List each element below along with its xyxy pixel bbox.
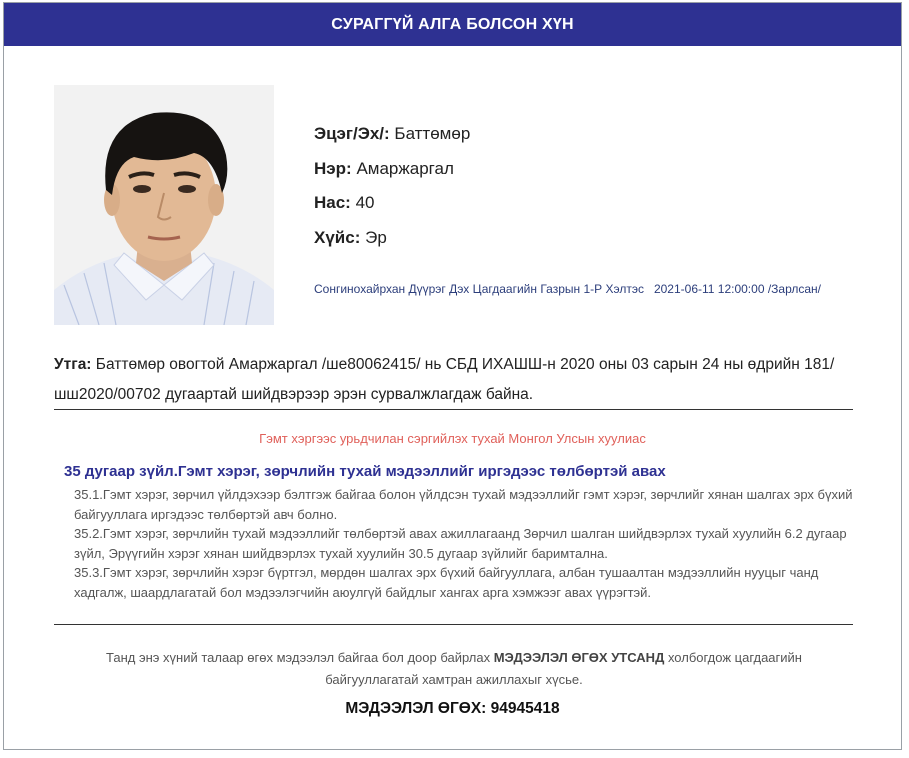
notice-text-after: холбогдож цагдаагийн байгууллагатай хамтран ажиллахыг хүсье. bbox=[325, 650, 802, 687]
gender-row bbox=[314, 225, 470, 260]
age-value: 40 bbox=[355, 193, 375, 212]
missing-person-card bbox=[3, 2, 902, 750]
case-description bbox=[54, 350, 854, 410]
article-paragraph: 35.2.Гэмт хэрэг, зөрчлийн тухай мэдээллийг төлбөртэй авах ажиллагаанд Зөрчил шалган шийдвэрлэх тухай хуулийн 6.2 дугаар зүйл, Эрүүгийн хэрэг хянан шийдвэрлэх тухай хуулийн 30.5 дугаар зүйлийг баримтална. bbox=[74, 526, 847, 561]
announcement-datetime: 2021-06-11 12:00:00 /Зарлсан/ bbox=[653, 282, 821, 296]
description-label: Утга: bbox=[54, 356, 92, 373]
father-row bbox=[314, 121, 470, 156]
age-label: Нас: bbox=[314, 193, 351, 212]
person-photo bbox=[54, 85, 274, 325]
contact-phone: МЭДЭЭЛЭЛ ӨГӨХ: 94945418 bbox=[345, 700, 560, 717]
police-station-line bbox=[314, 282, 821, 296]
article-paragraphs bbox=[74, 485, 854, 602]
police-station: Сонгинохайрхан Дүүрэг Дэх Цагдаагийн Газрын 1-Р Хэлтэс bbox=[314, 282, 644, 296]
name-label: Нэр: bbox=[314, 158, 352, 178]
notice-text-before: Танд энэ хүний талаар өгөх мэдээлэл байгаа бол доор байрлах bbox=[106, 650, 494, 665]
age-row bbox=[314, 190, 470, 225]
article-title: 35 дугаар зүйл.Гэмт хэрэг, зөрчлийн тухай мэдээллийг иргэдээс төлбөртэй авах bbox=[64, 463, 666, 480]
contact-notice bbox=[64, 647, 844, 691]
law-source: Гэмт хэргээс урьдчилан сэргийлэх тухай Монгол Улсын хуулиас bbox=[259, 431, 646, 446]
description-text: Баттөмөр овогтой Амаржаргал /ше80062415/ нь СБД ИХАШШ-н 2020 оны 03 сарын 24 ны өдрийн 181/шш2020/00702 дугаартай шийдвэрээр эрэн сурвалжлагдаж байна. bbox=[54, 356, 835, 403]
name-value: Амаржаргал bbox=[356, 158, 454, 178]
father-label: Эцэг/Эх/: bbox=[314, 124, 390, 143]
person-details bbox=[314, 121, 470, 259]
article-paragraph: 35.3.Гэмт хэрэг, зөрчлийн хэрэг бүртгэл, мөрдөн шалгах эрх бүхий байгууллага, албан тушаалтан мэдээллийн нууцыг чанд хадгалж, шаардлагатай бол мэдээлэгчийн аюулгүй байдлыг хангах арга хэмжээг авах үүрэгтэй. bbox=[74, 565, 819, 600]
page-title: СУРАГГҮЙ АЛГА БОЛСОН ХҮН bbox=[4, 3, 901, 46]
article-paragraph: 35.1.Гэмт хэрэг, зөрчил үйлдэхээр бэлтгэж байгаа болон үйлдсэн тухай мэдээллийг гэмт хэрэг, зөрчлийг хянан шалгах эрх бүхий байгууллага иргэдээс төлбөртэй авч болно. bbox=[74, 487, 853, 522]
gender-value: Эр bbox=[365, 227, 387, 247]
father-value: Баттөмөр bbox=[394, 124, 471, 143]
divider bbox=[54, 409, 853, 410]
gender-label: Хүйс: bbox=[314, 227, 361, 247]
notice-emphasis: МЭДЭЭЛЭЛ ӨГӨХ УТСАНД bbox=[493, 650, 665, 665]
name-row bbox=[314, 156, 470, 191]
divider bbox=[54, 624, 853, 625]
